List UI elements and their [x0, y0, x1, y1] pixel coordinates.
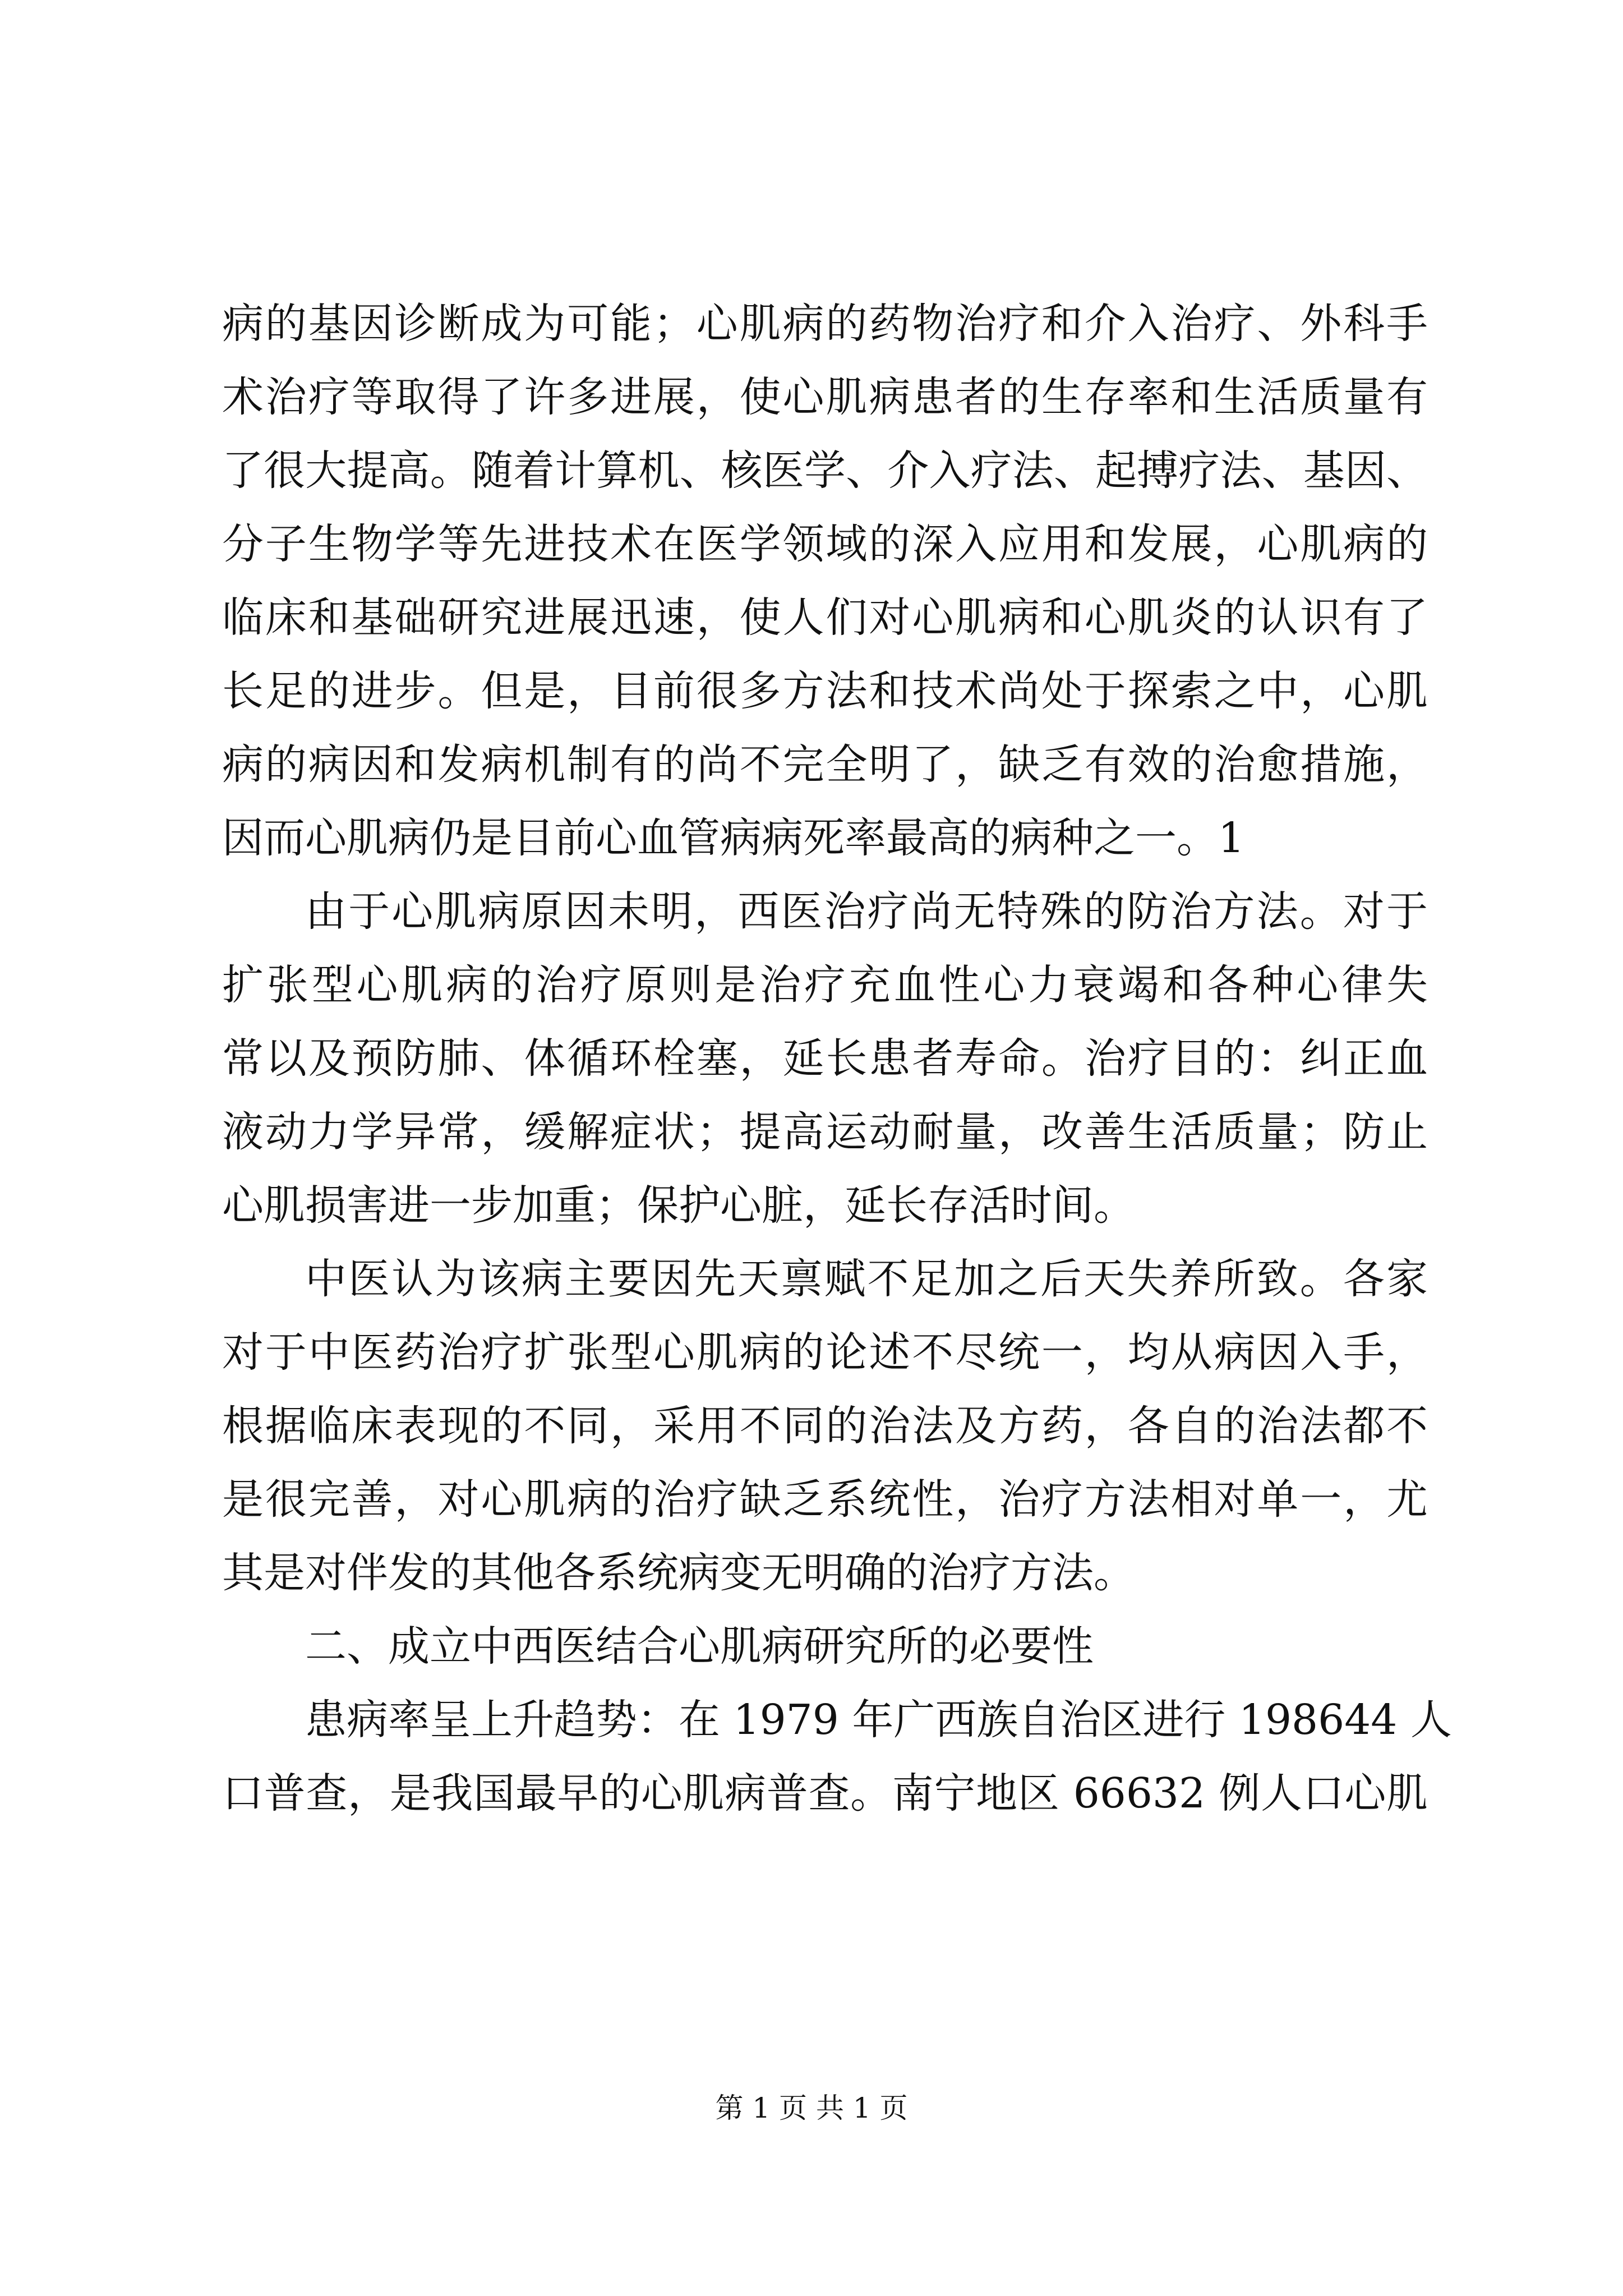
text-line: 患病率呈上升趋势：在 1979 年广西族自治区进行 198644 人 [305, 1696, 1452, 1744]
text-line: 中医认为该病主要因先天禀赋不足加之后天失养所致。各家 [305, 1255, 1428, 1303]
text-line: 因而心肌病仍是目前心血管病病死率最高的病种之一。1 [222, 814, 1245, 862]
text-line: 术治疗等取得了许多进展，使心肌病患者的生存率和生活质量有 [222, 373, 1428, 421]
text-line: 长足的进步。但是，目前很多方法和技术尚处于探索之中，心肌 [222, 667, 1428, 715]
text-line: 病的基因诊断成为可能；心肌病的药物治疗和介入治疗、外科手 [222, 300, 1428, 348]
document-body [222, 287, 1452, 1830]
page-number-footer: 第 1 页 共 1 页 [715, 2092, 908, 2124]
text-line: 病的病因和发病机制有的尚不完全明了，缺乏有效的治愈措施， [222, 740, 1428, 789]
text-line: 了很大提高。随着计算机、核医学、介入疗法、起搏疗法、基因、 [222, 447, 1428, 495]
text-line: 是很完善，对心肌病的治疗缺乏系统性，治疗方法相对单一，尤 [222, 1475, 1428, 1524]
text-line: 液动力学异常，缓解症状；提高运动耐量，改善生活质量；防止 [222, 1108, 1428, 1156]
text-line: 由于心肌病原因未明，西医治疗尚无特殊的防治方法。对于 [305, 887, 1428, 936]
section-heading: 二、成立中西医结合心肌病研究所的必要性 [305, 1622, 1094, 1671]
text-line: 其是对伴发的其他各系统病变无明确的治疗方法。 [222, 1549, 1135, 1597]
text-line: 常以及预防肺、体循环栓塞，延长患者寿命。治疗目的：纠正血 [222, 1034, 1428, 1083]
text-line: 对于中医药治疗扩张型心肌病的论述不尽统一，均从病因入手， [222, 1328, 1428, 1377]
text-line: 心肌损害进一步加重；保护心脏，延长存活时间。 [222, 1181, 1135, 1230]
text-line: 口普查，是我国最早的心肌病普查。南宁地区 66632 例人口心肌 [222, 1769, 1428, 1818]
text-line: 扩张型心肌病的治疗原则是治疗充血性心力衰竭和各种心律失 [222, 961, 1428, 1009]
text-line: 分子生物学等先进技术在医学领域的深入应用和发展，心肌病的 [222, 520, 1428, 568]
text-line: 临床和基础研究进展迅速，使人们对心肌病和心肌炎的认识有了 [222, 593, 1428, 642]
text-line: 根据临床表现的不同，采用不同的治法及方药，各自的治法都不 [222, 1402, 1428, 1450]
